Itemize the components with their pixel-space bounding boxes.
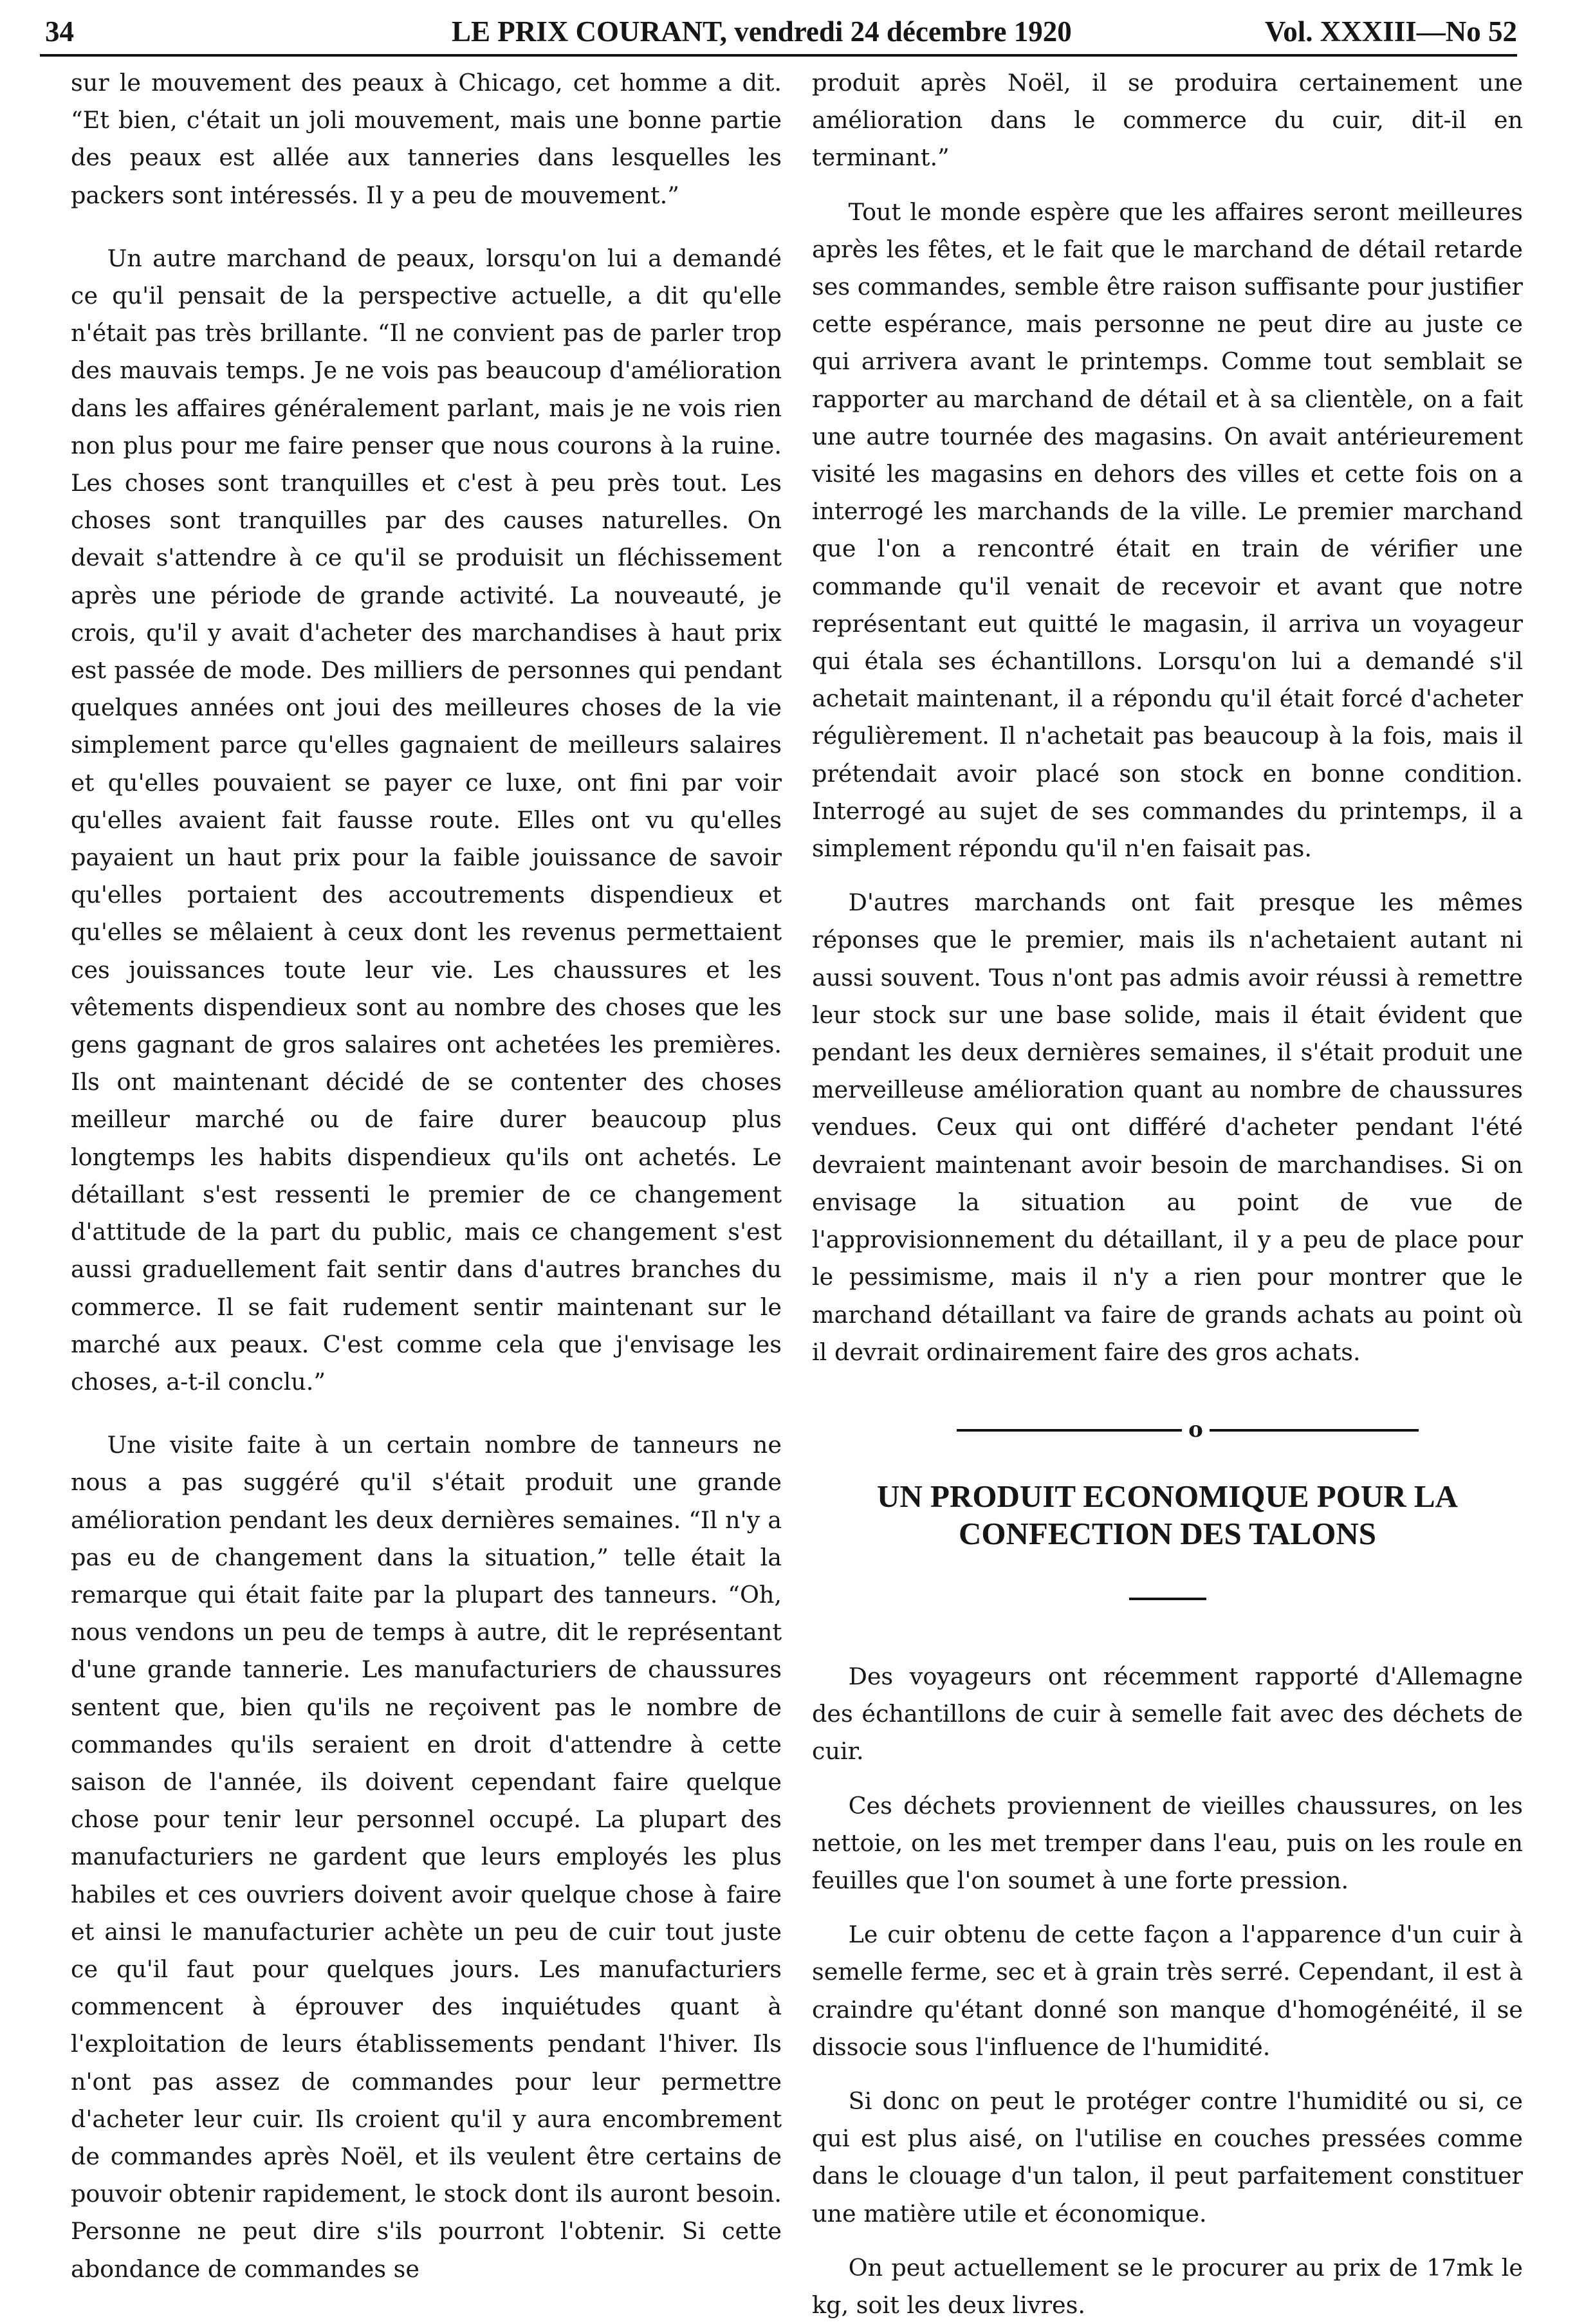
volume-number: Vol. XXXIII—No 52 — [1264, 15, 1517, 48]
page-header — [40, 9, 1517, 57]
paragraph: sur le mouvement des peaux à Chicago, cet homme a dit. “Et bien, c'était un joli mouvement, mais une bonne partie des peaux est allée aux tanneries dans lesquelles les packers sont intéressés. Il y a peu de mouvement.” — [71, 69, 782, 209]
paragraph: Tout le monde espère que les affaires seront meilleures après les fêtes, et le fait que le marchand de détail retarde ses commandes, semble être raison suffisante pour justifier cette espérance, mais personne ne peut dire au juste ce qui arrivera avant le printemps. Comme tout semblait se rapporter au marchand de détail et à sa clientèle, on a fait une autre tournée des magasins. On avait antérieurement visité les magasins en dehors des villes et cette fois on a interrogé les marchands de la ville. Le premier marchand que l'on a rencontré était en train de vérifier une commande qu'il venait de recevoir et avant que notre représentant eut quitté le magasin, il arriva un voyageur qui étala ses échantillons. Lorsqu'on lui a demandé s'il achetait maintenant, il a répondu qu'il était forcé d'acheter régulièrement. Il n'achetait pas beaucoup à la fois, mais il prétendait avoir placé son stock en bonne condition. Interrogé au sujet de ses commandes du printemps, il a simplement répondu qu'il n'en faisait pas. — [812, 198, 1523, 863]
headline-line-2: CONFECTION DES TALONS — [959, 1515, 1376, 1551]
paragraph: Le cuir obtenu de cette façon a l'apparence d'un cuir à semelle ferme, sec et à grain très serré. Cependant, il est à craindre qu'étant donné son manque d'homogénéité, il se dissocie sous l'influence de l'humidité. — [812, 1921, 1523, 2061]
article-headline — [812, 1478, 1523, 1553]
headline-rule — [1129, 1598, 1206, 1600]
separator-line — [957, 1429, 1182, 1432]
paragraph: On peut actuellement se le procurer au prix de 17mk le kg, soit les deux livres. — [812, 2253, 1523, 2319]
paragraph: produit après Noël, il se produira certainement une amélioration dans le commerce du cuir, dit-il en terminant.” — [812, 69, 1523, 172]
publication-title: LE PRIX COURANT, vendredi 24 décembre 1920 — [452, 15, 1072, 48]
paragraph: Ces déchets proviennent de vieilles chaussures, on les nettoie, on les met tremper dans l'eau, puis on les roule en feuilles que l'on soumet à une forte pression. — [812, 1791, 1523, 1894]
left-column — [71, 64, 782, 2288]
section-separator — [812, 1397, 1523, 1448]
paragraph: Si donc on peut le protéger contre l'humidité ou si, ce qui est plus aisé, on l'utilise en couches pressées comme dans le clouage d'un talon, il peut parfaitement constituer une matière utile et économique. — [812, 2087, 1523, 2227]
paragraph: Une visite faite à un certain nombre de tanneurs ne nous a pas suggéré qu'il s'était produit une grande amélioration pendant les deux dernières semaines. “Il n'y a pas eu de changement dans la situation,” telle était la remarque qui était faite par la plupart des tanneurs. “Oh, nous vendons un peu de temps à autre, dit le représentant d'une grande tannerie. Les manufacturiers de chaussures sentent que, bien qu'ils ne reçoivent pas le nombre de commandes qu'ils seraient en droit d'attendre à cette saison de l'année, ils doivent cependant faire quelque chose pour tenir leur personnel occupé. La plupart des manufacturiers ne gardent que leurs employés les plus habiles et ces ouvriers doivent avoir quelque chose à faire et ainsi le manufacturier achète un peu de cuir tout juste ce qu'il faut pour quelques jours. Les manufacturiers commencent à éprouver des inquiétudes quant à l'exploitation de leurs établissements pendant l'hiver. Ils n'ont pas assez de commandes pour leur permettre d'acheter leur cuir. Ils croient qu'il y aura encombrement de commandes après Noël, et ils veulent être certains de pouvoir obtenir rapidement, le stock dont ils auront besoin. Personne ne peut dire s'ils pourront l'obtenir. Si cette abondance de commandes se — [71, 1431, 782, 2283]
separator-mark: o — [1188, 1416, 1203, 1443]
page-number: 34 — [45, 15, 74, 48]
separator-line — [1210, 1429, 1419, 1432]
paragraph: Un autre marchand de peaux, lorsqu'on lui a demandé ce qu'il pensait de la perspective actuelle, a dit qu'elle n'était pas très brillante. “Il ne convient pas de parler trop des mauvais temps. Je ne vois pas beaucoup d'amélioration dans les affaires généralement parlant, mais je ne vois rien non plus pour me faire penser que nous courons à la ruine. Les choses sont tranquilles et c'est à peu près tout. Les choses sont tranquilles par des causes naturelles. On devait s'attendre à ce qu'il se produisit un fléchissement après une période de grande activité. La nouveauté, je crois, qu'il y avait d'acheter des marchandises à haut prix est passée de mode. Des milliers de personnes qui pendant quelques années ont joui des meilleures choses de la vie simplement parce qu'elles gagnaient de meilleurs salaires et qu'elles pouvaient se payer ce luxe, ont fini par voir qu'elles avaient fait fausse route. Elles ont vu qu'elles payaient un haut prix pour la faible jouissance de savoir qu'elles portaient des accoutrements dispendieux et qu'elles se mêlaient à ceux dont les revenus permettaient ces jouissances toute leur vie. Les chaussures et les vêtements dispendieux sont au nombre des choses que les gens gagnant de gros salaires ont achetées les premières. Ils ont maintenant décidé de se contenter des choses meilleur marché ou de faire durer beaucoup plus longtemps les habits dispendieux qu'ils ont achetés. Le détaillant s'est ressenti le premier de ce changement d'attitude de la part du public, mais ce changement s'est aussi graduellement fait sentir dans d'autres branches du commerce. Il se fait rudement sentir maintenant sur le marché aux peaux. C'est comme cela que j'envisage les choses, a-t-il conclu.” — [71, 244, 782, 1396]
paragraph: Des voyageurs ont récemment rapporté d'Allemagne des échantillons de cuir à semelle fait avec des déchets de cuir. — [812, 1662, 1523, 1766]
paragraph: D'autres marchands ont fait presque les mêmes réponses que le premier, mais ils n'achetaient autant ni aussi souvent. Tous n'ont pas admis avoir réussi à remettre leur stock sur une base solide, mais il était évident que pendant les deux dernières semaines, il s'était produit une merveilleuse amélioration quant au nombre de chaussures vendues. Ceux qui ont différé d'acheter pendant l'été devraient maintenant avoir besoin de marchandises. Si on envisage la situation au point de vue de l'approvisionnement du détaillant, il y a peu de place pour le pessimisme, mais il n'y a rien pour montrer que le marchand détaillant va faire de grands achats au point où il devrait ordinairement faire des gros achats. — [812, 889, 1523, 1366]
headline-line-1: UN PRODUIT ECONOMIQUE POUR LA — [877, 1478, 1458, 1514]
right-column — [812, 64, 1523, 2324]
